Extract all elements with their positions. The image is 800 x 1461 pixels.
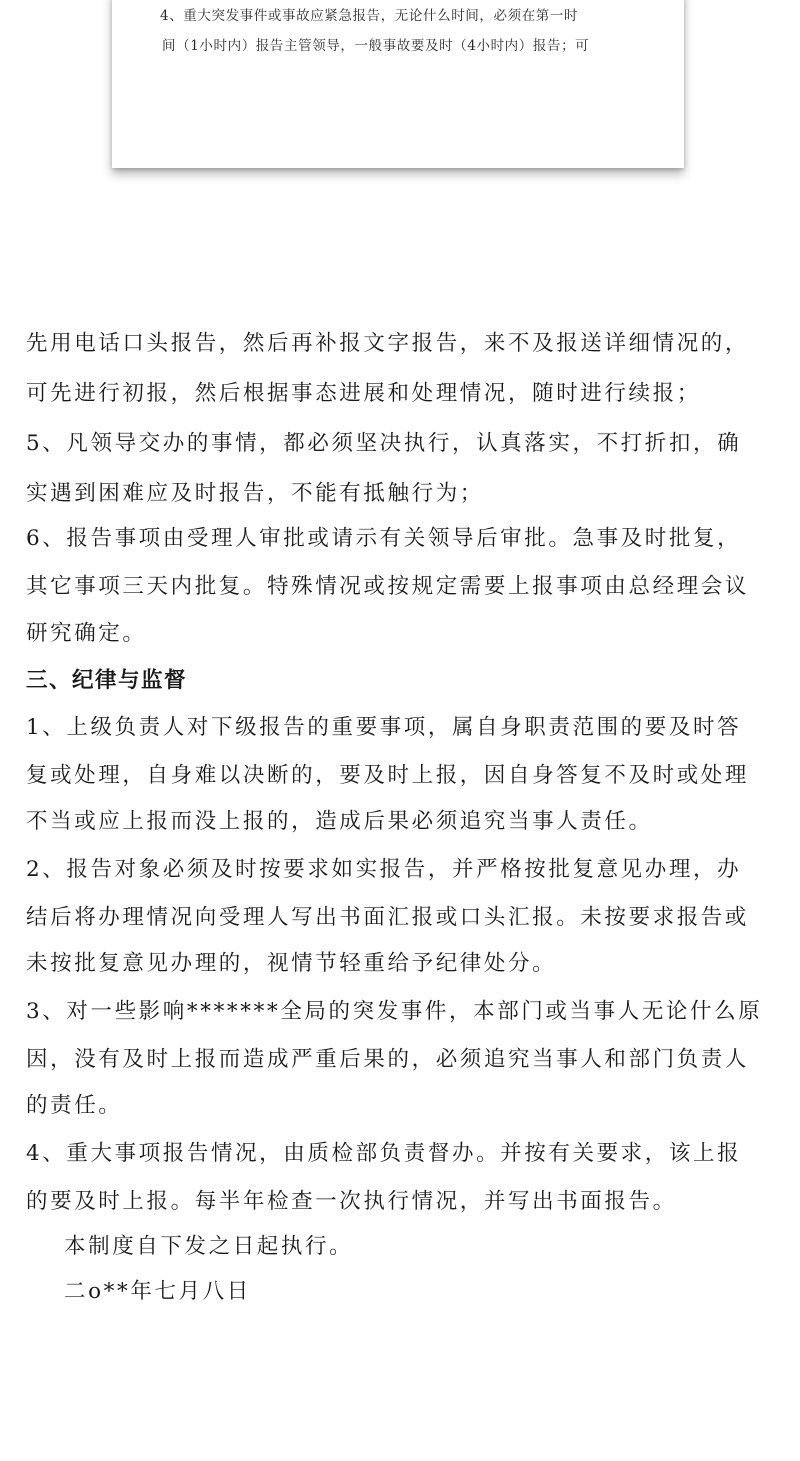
paragraph-line: 4、重大事项报告情况，由质检部负责督办。并按有关要求，该上报 xyxy=(26,1141,742,1166)
paragraph-line: 先用电话口头报告，然后再补报文字报告，来不及报送详细情况的， xyxy=(26,331,750,356)
closing-statement: 本制度自下发之日起执行。 xyxy=(64,1234,354,1259)
paper-card-preview xyxy=(112,0,684,168)
paragraph-line: 研究确定。 xyxy=(26,621,147,646)
paragraph-line: 实遇到困难应及时报告，不能有抵触行为； xyxy=(26,481,484,506)
section-heading: 三、纪律与监督 xyxy=(26,668,188,693)
paragraph-line: 的责任。 xyxy=(26,1093,123,1118)
paper-card-line-1: 4、重大突发事件或事故应紧急报告，无论什么时间，必须在第一时 xyxy=(160,8,579,24)
paragraph-line: 不当或应上报而没上报的，造成后果必须追究当事人责任。 xyxy=(26,809,653,834)
paragraph-line: 的要及时上报。每半年检查一次执行情况，并写出书面报告。 xyxy=(26,1189,677,1214)
paragraph-line: 复或处理，自身难以决断的，要及时上报，因自身答复不及时或处理 xyxy=(26,763,750,788)
paragraph-line: 其它事项三天内批复。特殊情况或按规定需要上报事项由总经理会议 xyxy=(26,574,750,599)
paper-card-line-2: 间（1小时内）报告主管领导，一般事故要及时（4小时内）报告；可 xyxy=(162,38,590,54)
paragraph-line: 结后将办理情况向受理人写出书面汇报或口头汇报。未按要求报告或 xyxy=(26,905,750,930)
document-date: 二o**年七月八日 xyxy=(64,1279,251,1304)
paragraph-line: 3、对一些影响*******全局的突发事件，本部门或当事人无论什么原 xyxy=(26,999,763,1024)
paragraph-line: 6、报告事项由受理人审批或请示有关领导后审批。急事及时批复， xyxy=(26,526,742,551)
paragraph-line: 未按批复意见办理的，视情节轻重给予纪律处分。 xyxy=(26,951,557,976)
paragraph-line: 1、上级负责人对下级报告的重要事项，属自身职责范围的要及时答 xyxy=(26,715,742,740)
paragraph-line: 可先进行初报，然后根据事态进展和处理情况，随时进行续报； xyxy=(26,381,701,406)
paragraph-line: 2、报告对象必须及时按要求如实报告，并严格按批复意见办理，办 xyxy=(26,857,742,882)
paragraph-line: 5、凡领导交办的事情，都必须坚决执行，认真落实，不打折扣，确 xyxy=(26,431,742,456)
paragraph-line: 因，没有及时上报而造成严重后果的，必须追究当事人和部门负责人 xyxy=(26,1047,750,1072)
